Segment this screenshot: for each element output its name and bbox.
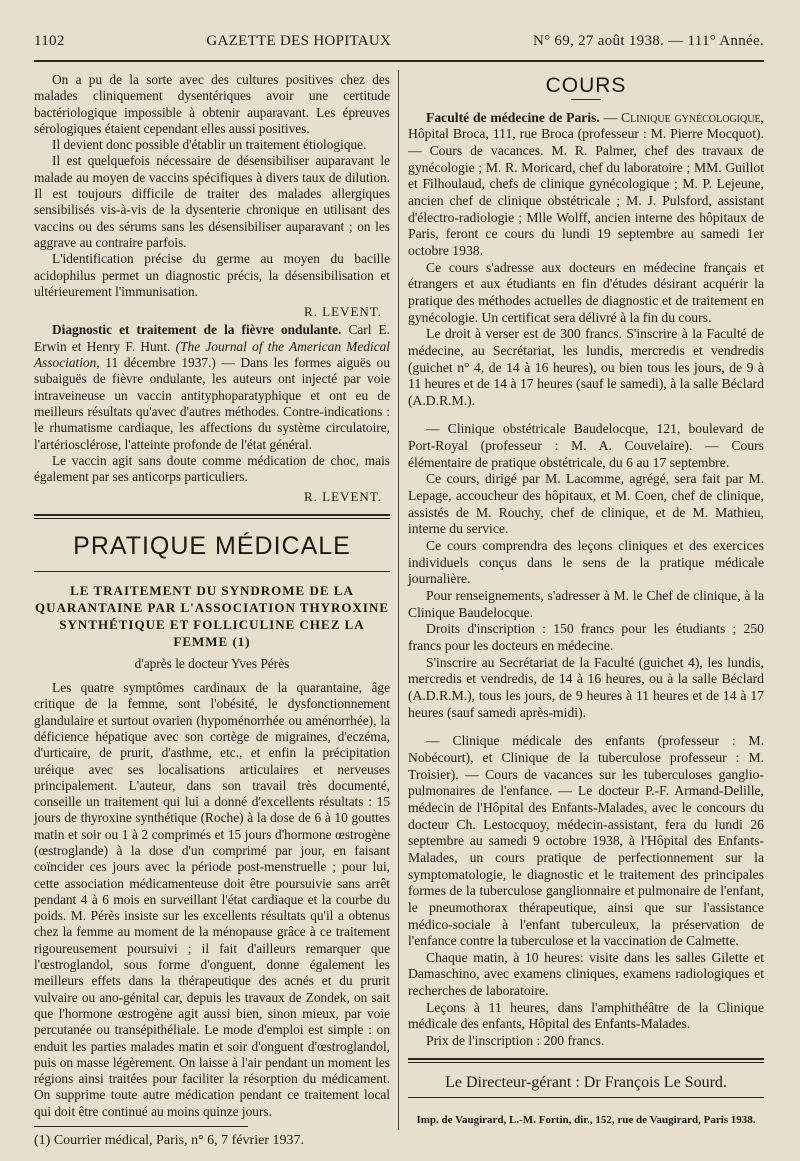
- byline: d'après le docteur Yves Pérès: [134, 655, 290, 671]
- paragraph: Le droit à verser est de 300 francs. S'inscrire à la Faculté de médecine, au Secrétariat, les lundis, mercredis et vendredis (guichet n° 4, de 14 à 16 heures), ou bien tous les jours, de 9 à 11 heures et de 14 à 17 heures (sauf le samedi), à la salle Béclard (A.D.R.M.).: [408, 326, 764, 408]
- imprint-rule: [408, 1097, 764, 1098]
- section-title: COURS: [545, 74, 627, 97]
- column-rule: [398, 70, 399, 1130]
- review-title: Diagnostic et traitement de la fièvre ondulante.: [52, 322, 342, 338]
- spacer: [408, 409, 764, 421]
- paragraph: Il devient donc possible d'établir un traitement étiologique.: [52, 137, 367, 153]
- paragraph: Droits d'inscription : 150 francs pour les étudiants ; 250 francs pour les docteurs en médecine.: [408, 621, 764, 653]
- imprint: Imp. de Vaugirard, L.-M. Fortin, dir., 152, rue de Vaugirard, Paris 1938.: [416, 1114, 756, 1127]
- paragraph: Pour renseignements, s'adresser à M. le Chef de clinique, à la Clinique Baudelocque.: [408, 588, 764, 620]
- review-authors: Carl E. Erwin et Henry F. Hunt.: [34, 322, 391, 354]
- section-title: PRATIQUE MÉDICALE: [73, 531, 351, 560]
- review-text: 11 décembre 1937.) — Dans les formes aiguës ou subaiguës de fièvre ondulante, les auteurs ont injecté par voie intraveineuse un vaccin antityphoparatyphique et ont eu de meilleurs résultats qu'avec d'autres méthodes. Contre-indications : le rhumatisme cardiaque, les affections du système circulatoire, l'artériosclérose, l'atteinte profonde de l'état général.: [34, 355, 390, 452]
- paragraph: — Clinique médicale des enfants (professeur : M. Nobécourt), et Clinique de la tuberculose professeur : M. Troisier). — Cours de vacances sur les tuberculoses ganglio-pulmonaires de l'enfance. — Le docteur P.-F. Armand-Delille, médecin de l'Hôpital des Enfants-Malades, avec le concours du docteur Ch. Lestocquoy, médecin-assistant, fera du lundi 26 septembre au samedi 9 octobre 1938, à l'Hôpital des Enfants-Malades, un cours pratique de perfectionnement sur la symptomatologie, le diagnostic et le traitement des principales formes de la tuberculose ganglionnaire et pulmonaire de l'enfant, le pneumothorax thérapeutique, ainsi que sur l'assistance médico-sociale à l'enfant tuberculeux, la préservation de l'enfance contre la tuberculose et la vaccination de Calmette.: [408, 733, 764, 949]
- paragraph: L'identification précise du germe au moyen du bacille acidophilus permet un diagnostic précis, la désensibilisation et ultérieurement l'immunisation.: [34, 251, 390, 299]
- signature: R. LEVENT.: [304, 304, 382, 320]
- review-journal: (The Journal of the American Medical Association,: [34, 338, 390, 371]
- short-rule: [571, 99, 601, 100]
- article-title: LE TRAITEMENT DU SYNDROME DE LA QUARANTAINE PAR L'ASSOCIATION THYROXINE SYNTHÉTIQUE ET FOLLICULINE CHEZ LA FEMME (1): [34, 582, 390, 649]
- paragraph: S'inscrire au Secrétariat de la Faculté (guichet 4), les lundis, mercredis et vendredis, de 14 à 16 heures, ou à la salle Béclard (A.D.R.M.), tous les jours, de 9 heures à 11 heures et de 14 à 17 heures (sauf samedi après-midi).: [408, 654, 764, 720]
- section-rule: [34, 571, 390, 572]
- paragraph: Ce cours s'adresse aux docteurs en médecine français et étrangers et aux étudiants en fin d'études désirant acquérir la pratique des méthodes actuelles de diagnostic et de traitement en gynécologie. Un certificat sera délivré à la fin du cours.: [408, 259, 764, 325]
- section-rule: [34, 514, 390, 519]
- paragraph: Prix de l'inscription : 200 francs.: [426, 1033, 605, 1049]
- paragraph: On a pu de la sorte avec des cultures positives chez des malades cliniquement dysentériques avoir une certitude bactériologique impossible à obtenir auparavant. Les épreuves sérologiques étaient cependant elles aussi positives.: [34, 72, 390, 136]
- paragraph: Le vaccin agit sans doute comme médication de choc, mais également par ses anticorps particuliers.: [34, 452, 390, 485]
- left-column: [34, 72, 390, 1149]
- paragraph: — Clinique obstétricale Baudelocque, 121, boulevard de Port-Royal (professeur : M. A. Couvelaire). — Cours élémentaire de pratique obstétricale, du 6 au 17 septembre.: [408, 421, 764, 470]
- paragraph: Leçons à 11 heures, dans l'amphithéâtre de la Clinique médicale des enfants, Hôpital des Enfants-Malades.: [408, 999, 764, 1032]
- footnote-rule: [34, 1126, 248, 1127]
- paragraph: Ce cours comprendra des leçons cliniques et des exercices individuels conçus dans le sens de la pratique médicale journalière.: [408, 538, 764, 587]
- right-column: [408, 72, 764, 1129]
- paragraph: [34, 322, 390, 452]
- issue-info: N° 69, 27 août 1938. — 111° Année.: [532, 33, 764, 49]
- faculty-name: Faculté de médecine de Paris.: [426, 109, 600, 125]
- paragraph: [408, 110, 764, 260]
- paragraph: Chaque matin, à 10 heures: visite dans les salles Gilette et Damaschino, avec examens cliniques, examens radiologiques et recherches de laboratoire.: [408, 949, 764, 999]
- running-header: [34, 33, 764, 59]
- header-rule: [34, 60, 764, 62]
- paragraph: Il est quelquefois nécessaire de désensibiliser auparavant le malade au moyen de vaccins spécifiques à divers taux de dilution. Il est toujours difficile de traiter des malades allergiques sensibilisés vis-à-vis de la dysenterie chronique en utilisant des vaccins ou des sérums sans les désensibiliser auparavant ; on les aggrave au contraire parfois.: [34, 153, 390, 250]
- signature: R. LEVENT.: [304, 489, 382, 505]
- paragraph: Les quatre symptômes cardinaux de la quarantaine, âge critique de la femme, sont l'obésité, le dysfonctionnement glandulaire et surtout ovarien (hypoménorrhée ou aménorrhée), la déficience hépatique avec son cortège de migraines, d'eczéma, d'urticaire, de prurit, d'asthme, etc., et enfin la précipitation uréique avec ses localisations articulaires et nerveuses principalement. L'auteur, dans son travail très documenté, conseille un traitement qui lui a donné d'excellents résultats : 15 jours de thyroxine synthétique (Roche) à la dose de 6 à 10 gouttes matin et soir ou 1 à 2 comprimés et 15 jours d'hormone œstrogène (œstroglande) à la dose d'un comprimé par jour, en faisant coïncider ces jours avec la période post-menstruelle ; pour lui, cette association médicamenteuse doit être poursuivie sans arrêt pendant 4 à 6 mois en surveillant l'état cardiaque et la courbe du poids. M. Pérès insiste sur les excellents résultats qu'il a obtenus chez la femme au moment de la ménopause grâce à ce traitement rigoureusement poursuivi ; il fait d'ailleurs remarquer que l'œstroglandol, sous forme d'onguent, donne également les meilleurs effets dans la thérapeutique des acnés et du prurit vulvaire ou ano-génital car, depuis les travaux de Zondek, on sait que l'hormone œstrogène agit aussi bien, sinon mieux, par voie percutanée ou transépithéliale. Le mode d'emploi est simple : on enduit les parties malades matin et soir d'onguent d'œstroglandol, puis on masse légèrement. On laisse à l'air pendant un moment les régions ainsi traitées pour faciliter la résorption du médicament. On supprime toute autre médication pendant ce traitement local qui doit être continué au moins quinze jours.: [34, 680, 390, 1119]
- page-number: 1102: [34, 33, 65, 49]
- paragraph: Ce cours, dirigé par M. Lacomme, agrégé, sera fait par M. Lepage, accoucheur des hôpitaux, et M. Coen, chef de clinique, assistés de M. Rouchy, chef de clinique, et de M. Mathieu, interne du service.: [408, 471, 764, 537]
- journal-title: GAZETTE DES HOPITAUX: [206, 33, 392, 49]
- spacer: [408, 721, 764, 733]
- footnote: (1) Courrier médical, Paris, n° 6, 7 février 1937.: [34, 1133, 304, 1149]
- section-rule: [408, 1058, 764, 1063]
- director-line: Le Directeur-gérant : Dr François Le Sourd.: [445, 1073, 727, 1091]
- clinic-name: — Clinique gynécologique,: [603, 109, 764, 125]
- course-text: Hôpital Broca, 111, rue Broca (professeur : M. Pierre Mocquot). — Cours de vacances. M. R. Palmer, chef des travaux de gynécologie ; M. R. Moricard, chef du laboratoire ; MM. Guillot et Filhoulaud, chefs de clinique gynécologique ; M. P. Lejeune, ancien chef de clinique obstétricale ; M. J. Pulsford, assistant d'électro-radiologie ; Mlle Wolff, ancien interne des hôpitaux de Paris, feront ce cours du lundi 19 septembre au samedi 1er octobre 1938.: [408, 126, 764, 258]
